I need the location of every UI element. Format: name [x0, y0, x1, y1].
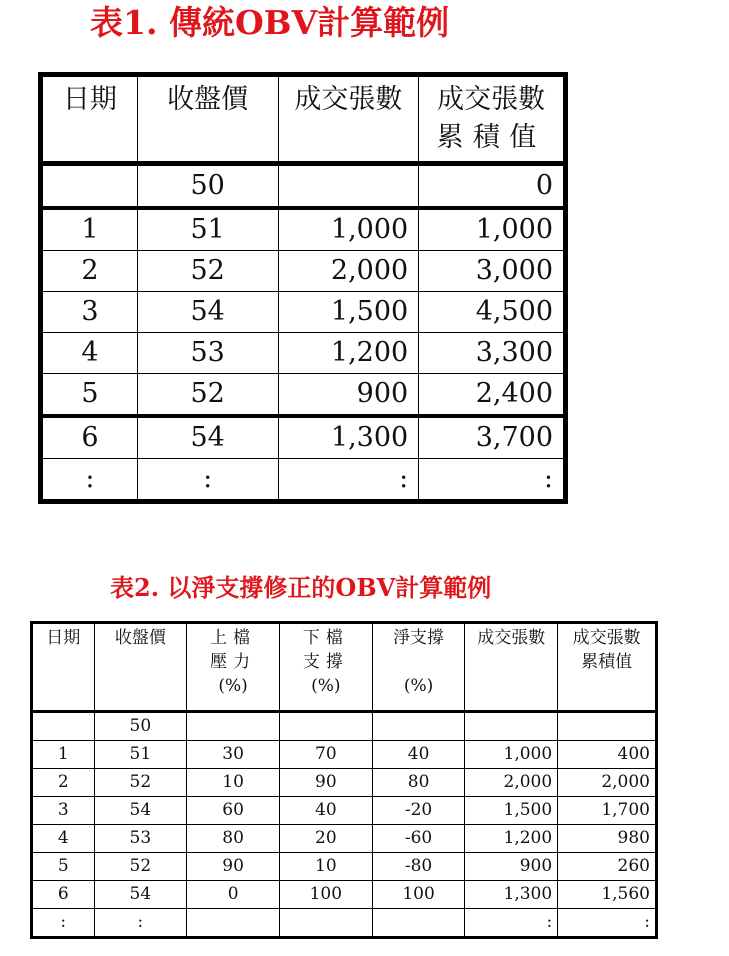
cell-cumulative: 1,700 — [558, 797, 657, 825]
cell-date: : — [41, 459, 138, 502]
cell-lower-support: 70 — [279, 741, 372, 769]
cell-net-support — [372, 712, 465, 741]
cell-cumulative: 260 — [558, 853, 657, 881]
cell-date: 4 — [32, 825, 95, 853]
header-close: 收盤價 — [94, 623, 187, 712]
cell-volume: 900 — [465, 853, 558, 881]
cell-volume: 1,200 — [465, 825, 558, 853]
cell-volume: : — [278, 459, 419, 502]
header-close: 收盤價 — [137, 75, 278, 164]
cell-lower-support: 10 — [279, 853, 372, 881]
header-date: 日期 — [41, 75, 138, 164]
table-header-row — [32, 623, 657, 712]
table-row — [32, 741, 657, 769]
cell-volume: 1,300 — [465, 881, 558, 909]
cell-volume: 2,000 — [278, 251, 419, 292]
header-lower-line1: 下檔 — [302, 628, 349, 648]
header-cumulative-line2: 累積值 — [436, 122, 546, 153]
table-row — [41, 292, 566, 333]
cell-volume: 900 — [278, 374, 419, 417]
cell-upper-resistance: 0 — [187, 881, 280, 909]
cell-volume: 1,300 — [278, 416, 419, 459]
cell-cumulative: 400 — [558, 741, 657, 769]
cell-date — [32, 712, 95, 741]
cell-close: 51 — [137, 208, 278, 251]
cell-upper-resistance: 30 — [187, 741, 280, 769]
header-cumulative-line1: 成交張數 — [437, 84, 546, 115]
table-row — [41, 333, 566, 374]
cell-cumulative: : — [558, 909, 657, 938]
cell-cumulative: 3,000 — [419, 251, 566, 292]
header-net-support — [372, 623, 465, 712]
header-upper-resistance — [187, 623, 280, 712]
header-lower-support — [279, 623, 372, 712]
cell-cumulative: 1,000 — [419, 208, 566, 251]
cell-date — [41, 164, 138, 209]
cell-date: 6 — [32, 881, 95, 909]
table-row — [32, 825, 657, 853]
cell-close: 53 — [94, 825, 187, 853]
table-row — [41, 459, 566, 502]
table-row — [32, 909, 657, 938]
table-row — [41, 374, 566, 417]
header-net-unit: (%) — [403, 676, 434, 696]
table2-title: 表2. 以淨支撐修正的OBV計算範例 — [110, 573, 492, 602]
table-row — [32, 769, 657, 797]
cell-date: 2 — [32, 769, 95, 797]
header-cumulative-line1: 成交張數 — [572, 628, 641, 648]
cell-net-support: 40 — [372, 741, 465, 769]
header-lower-line2: 支撐 — [302, 652, 349, 672]
cell-net-support: -20 — [372, 797, 465, 825]
cell-cumulative: 1,560 — [558, 881, 657, 909]
cell-upper-resistance: 60 — [187, 797, 280, 825]
cell-date: : — [32, 909, 95, 938]
cell-volume: 1,000 — [465, 741, 558, 769]
header-cumulative-line2: 累積值 — [581, 652, 633, 672]
table-row — [32, 881, 657, 909]
cell-upper-resistance: 90 — [187, 853, 280, 881]
cell-date: 1 — [41, 208, 138, 251]
cell-volume: 1,000 — [278, 208, 419, 251]
cell-close: : — [94, 909, 187, 938]
header-date: 日期 — [32, 623, 95, 712]
header-lower-unit: (%) — [311, 676, 341, 696]
cell-close: 54 — [94, 797, 187, 825]
obv-traditional-table — [38, 72, 568, 504]
cell-date: 5 — [41, 374, 138, 417]
cell-date: 4 — [41, 333, 138, 374]
table1-title: 表1. 傳統OBV計算範例 — [90, 3, 450, 42]
cell-upper-resistance: 80 — [187, 825, 280, 853]
cell-cumulative: 0 — [419, 164, 566, 209]
cell-net-support: -60 — [372, 825, 465, 853]
table-row — [41, 251, 566, 292]
header-upper-line1: 上檔 — [210, 628, 257, 648]
cell-net-support: 100 — [372, 881, 465, 909]
header-volume: 成交張數 — [465, 623, 558, 712]
cell-cumulative: 980 — [558, 825, 657, 853]
cell-close: 53 — [137, 333, 278, 374]
cell-lower-support: 20 — [279, 825, 372, 853]
header-cumulative — [419, 75, 566, 164]
cell-close: 54 — [137, 416, 278, 459]
header-volume: 成交張數 — [278, 75, 419, 164]
cell-lower-support — [279, 909, 372, 938]
cell-cumulative: 4,500 — [419, 292, 566, 333]
table-row — [32, 797, 657, 825]
cell-date: 1 — [32, 741, 95, 769]
header-net-line1: 淨支撐 — [393, 628, 445, 648]
cell-volume: 1,200 — [278, 333, 419, 374]
header-upper-unit: (%) — [218, 676, 248, 696]
cell-volume: : — [465, 909, 558, 938]
header-upper-line2: 壓力 — [210, 652, 257, 672]
header-cumulative — [558, 623, 657, 712]
cell-net-support: -80 — [372, 853, 465, 881]
obv-net-support-table — [30, 621, 658, 939]
cell-close: 51 — [94, 741, 187, 769]
cell-close: 52 — [94, 853, 187, 881]
cell-volume — [465, 712, 558, 741]
cell-volume: 1,500 — [278, 292, 419, 333]
cell-lower-support — [279, 712, 372, 741]
cell-close: 52 — [94, 769, 187, 797]
table-header-row — [41, 75, 566, 164]
cell-lower-support: 40 — [279, 797, 372, 825]
cell-volume: 2,000 — [465, 769, 558, 797]
cell-cumulative: 3,300 — [419, 333, 566, 374]
table-row — [32, 712, 657, 741]
cell-date: 5 — [32, 853, 95, 881]
cell-lower-support: 90 — [279, 769, 372, 797]
cell-close: 54 — [94, 881, 187, 909]
table-row — [41, 208, 566, 251]
cell-date: 3 — [41, 292, 138, 333]
cell-lower-support: 100 — [279, 881, 372, 909]
cell-date: 2 — [41, 251, 138, 292]
cell-cumulative: 3,700 — [419, 416, 566, 459]
cell-close: 52 — [137, 374, 278, 417]
cell-close: 50 — [137, 164, 278, 209]
cell-close: : — [137, 459, 278, 502]
cell-close: 54 — [137, 292, 278, 333]
cell-cumulative: : — [419, 459, 566, 502]
cell-upper-resistance: 10 — [187, 769, 280, 797]
cell-cumulative: 2,000 — [558, 769, 657, 797]
cell-net-support: 80 — [372, 769, 465, 797]
table-row — [32, 853, 657, 881]
table-row — [41, 416, 566, 459]
cell-cumulative — [558, 712, 657, 741]
cell-date: 3 — [32, 797, 95, 825]
table-row — [41, 164, 566, 209]
cell-net-support — [372, 909, 465, 938]
cell-cumulative: 2,400 — [419, 374, 566, 417]
cell-date: 6 — [41, 416, 138, 459]
cell-volume: 1,500 — [465, 797, 558, 825]
cell-close: 50 — [94, 712, 187, 741]
cell-volume — [278, 164, 419, 209]
cell-close: 52 — [137, 251, 278, 292]
cell-upper-resistance — [187, 712, 280, 741]
cell-upper-resistance — [187, 909, 280, 938]
